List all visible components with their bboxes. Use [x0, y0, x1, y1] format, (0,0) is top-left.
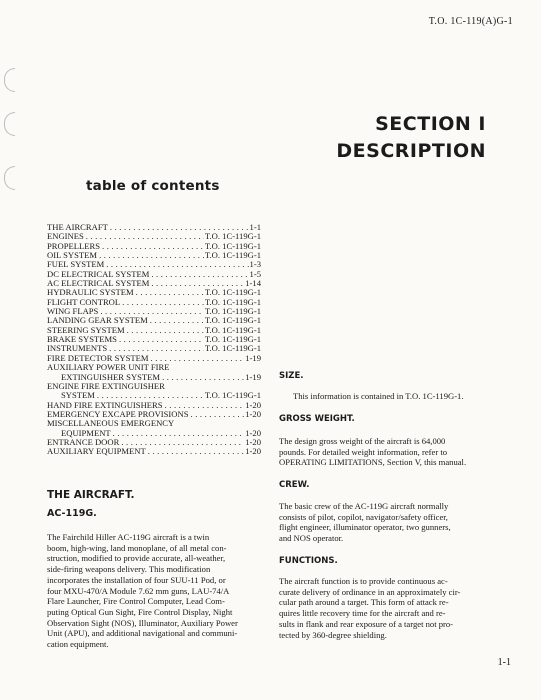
- toc-entry-page: T.O. 1C-119G-1: [204, 335, 261, 345]
- toc-entry-title: ENGINE FIRE EXTINGUISHER: [47, 381, 165, 391]
- toc-entry-title: HAND FIRE EXTINGUISHERS: [47, 400, 163, 410]
- toc-title: table of contents: [86, 178, 220, 194]
- toc-entry-page: T.O. 1C-119G-1: [204, 232, 261, 242]
- toc-entry[interactable]: [47, 288, 261, 297]
- toc-entry-title: INSTRUMENTS: [47, 344, 108, 354]
- toc-entry[interactable]: [47, 447, 261, 456]
- toc-entry-title: FIRE DETECTOR SYSTEM: [47, 353, 149, 363]
- text-line: pounds. For detailed weight information, refer to: [279, 446, 448, 457]
- toc-entry-title: EQUIPMENT: [61, 428, 111, 438]
- toc-entry-title: ENTRANCE DOOR: [47, 437, 120, 447]
- text-line: side-firing weapons delivery. This modification: [47, 564, 211, 575]
- toc-entry-page: T.O. 1C-119G-1: [204, 307, 261, 317]
- toc-entry-page: 1-19: [245, 372, 261, 382]
- toc-entry[interactable]: [47, 232, 261, 241]
- toc-entry-title: THE AIRCRAFT: [47, 223, 108, 232]
- toc-entry-page: T.O. 1C-119G-1: [204, 251, 261, 261]
- toc-entry[interactable]: [47, 307, 261, 316]
- toc-entry-title: AUXILIARY POWER UNIT FIRE: [47, 363, 170, 373]
- aircraft-paragraph: [47, 532, 269, 650]
- toc-entry[interactable]: [47, 251, 261, 260]
- table-of-contents: [47, 223, 261, 457]
- toc-entry-page: [260, 363, 261, 372]
- toc-entry[interactable]: [47, 316, 261, 325]
- text-line: and NOS operator.: [279, 533, 344, 544]
- text-line: Unit (APU), and additional navigational and communi-: [47, 628, 238, 639]
- text-line: puting Optical Gun Sight, Fire Control Display, Night: [47, 606, 233, 617]
- text-line: sults in flank and rear exposure of a target not pro-: [279, 618, 454, 629]
- text-line: consists of pilot, copilot, navigator/safety officer,: [279, 511, 448, 522]
- toc-entry-title: WING FLAPS: [47, 307, 99, 317]
- toc-entry[interactable]: [47, 429, 261, 438]
- toc-entry[interactable]: [47, 438, 261, 447]
- toc-entry[interactable]: [47, 363, 261, 372]
- text-line: four MXU-470/A Module 7.62 mm guns, LAU-74/A: [47, 585, 230, 596]
- size-heading: SIZE.: [279, 371, 304, 381]
- toc-entry-title: FUEL SYSTEM: [47, 260, 105, 270]
- size-paragraph: [293, 391, 523, 402]
- section-title: DESCRIPTION: [336, 140, 486, 162]
- gross-weight-paragraph: [279, 436, 509, 468]
- text-line: boom, high-wing, land monoplane, of all metal con-: [47, 542, 227, 553]
- toc-entry-page: T.O. 1C-119G-1: [204, 297, 261, 307]
- document-number: T.O. 1C-119(A)G-1: [428, 16, 513, 27]
- toc-entry-page: 1-3: [249, 260, 261, 270]
- toc-entry[interactable]: [47, 335, 261, 344]
- functions-heading: FUNCTIONS.: [279, 556, 338, 566]
- text-line: The basic crew of the AC-119G aircraft normally: [279, 501, 449, 511]
- text-line: quires little recovery time for the aircraft and re-: [279, 608, 446, 619]
- toc-entry[interactable]: [47, 279, 261, 288]
- text-line: tected by 360-degree shielding.: [279, 629, 387, 640]
- toc-entry-page: 1-5: [249, 269, 261, 279]
- text-line: Observation Sight (NOS), Illuminator, Auxiliary Power: [47, 617, 238, 628]
- toc-entry[interactable]: [47, 391, 261, 400]
- text-line: This information is contained in T.O. 1C-119G-1.: [293, 391, 464, 401]
- binder-hole-mark: [4, 166, 15, 190]
- binder-hole-mark: [4, 112, 15, 136]
- toc-entry[interactable]: [47, 298, 261, 307]
- toc-entry-title: EXTINGUISHER SYSTEM: [61, 372, 161, 382]
- toc-entry-title: AUXILIARY EQUIPMENT: [47, 447, 146, 457]
- text-line: incorporates the installation of four SUU-11 Pod, or: [47, 574, 226, 585]
- toc-entry-page: [260, 382, 261, 391]
- aircraft-heading: THE AIRCRAFT.: [47, 489, 135, 501]
- binder-hole-mark: [4, 68, 15, 92]
- text-line: The Fairchild Hiller AC-119G aircraft is a twin: [47, 532, 210, 542]
- toc-entry[interactable]: [47, 326, 261, 335]
- toc-entry-title: AC ELECTRICAL SYSTEM: [47, 279, 150, 289]
- toc-entry-page: 1-20: [245, 428, 261, 438]
- toc-entry-page: T.O. 1C-119G-1: [204, 344, 261, 354]
- toc-entry[interactable]: [47, 401, 261, 410]
- toc-entry[interactable]: [47, 242, 261, 251]
- page-number: 1-1: [497, 657, 511, 668]
- text-line: cular path around a target. This form of attack re-: [279, 597, 449, 608]
- toc-entry-page: 1-14: [245, 279, 261, 289]
- text-line: The design gross weight of the aircraft is 64,000: [279, 436, 446, 446]
- toc-entry[interactable]: [47, 223, 261, 232]
- gross-weight-heading: GROSS WEIGHT.: [279, 414, 355, 424]
- text-line: Flare Launcher, Fire Control Computer, Lead Com-: [47, 596, 225, 607]
- toc-entry-page: [260, 419, 261, 428]
- toc-entry-page: 1-1: [249, 223, 261, 232]
- toc-entry-title: MISCELLANEOUS EMERGENCY: [47, 419, 175, 429]
- crew-paragraph: [279, 501, 509, 544]
- toc-entry-title: OIL SYSTEM: [47, 251, 98, 261]
- toc-entry-title: SYSTEM: [61, 391, 95, 401]
- toc-entry[interactable]: [47, 410, 261, 419]
- toc-entry[interactable]: [47, 344, 261, 353]
- toc-entry-page: 1-20: [245, 400, 261, 410]
- toc-entry[interactable]: [47, 270, 261, 279]
- toc-entry[interactable]: [47, 354, 261, 363]
- text-line: cation equipment.: [47, 639, 109, 650]
- toc-entry-page: T.O. 1C-119G-1: [204, 325, 261, 335]
- toc-entry[interactable]: [47, 373, 261, 382]
- toc-entry[interactable]: [47, 419, 261, 428]
- toc-entry-page: 1-20: [245, 437, 261, 447]
- text-line: OPERATING LIMITATIONS, Section V, this manual.: [279, 457, 467, 468]
- toc-entry-title: BRAKE SYSTEMS: [47, 335, 117, 345]
- text-line: curate delivery of ordinance in an approximately cir-: [279, 586, 461, 597]
- toc-entry-page: T.O. 1C-119G-1: [204, 241, 261, 251]
- toc-entry-page: T.O. 1C-119G-1: [204, 391, 261, 401]
- toc-entry-title: PROPELLERS: [47, 241, 101, 251]
- functions-paragraph: [279, 576, 509, 640]
- text-line: The aircraft function is to provide continuous ac-: [279, 576, 448, 586]
- toc-entry-page: T.O. 1C-119G-1: [204, 288, 261, 298]
- toc-entry-page: T.O. 1C-119G-1: [204, 316, 261, 326]
- toc-entry-title: FLIGHT CONTROL: [47, 297, 121, 307]
- toc-entry-title: STEERING SYSTEM: [47, 325, 125, 335]
- ac119g-subheading: AC-119G.: [47, 508, 97, 519]
- toc-entry-title: ENGINES: [47, 232, 84, 242]
- toc-entry-page: 1-20: [245, 409, 261, 419]
- section-number: SECTION I: [375, 113, 486, 135]
- toc-entry-page: 1-20: [245, 447, 261, 457]
- text-line: flight engineer, illuminator operator, two gunners,: [279, 522, 451, 533]
- toc-entry[interactable]: [47, 382, 261, 391]
- toc-entry[interactable]: [47, 260, 261, 269]
- toc-entry-title: LANDING GEAR SYSTEM: [47, 316, 148, 326]
- toc-entry-page: 1-19: [245, 353, 261, 363]
- toc-entry-title: DC ELECTRICAL SYSTEM: [47, 269, 150, 279]
- crew-heading: CREW.: [279, 480, 310, 490]
- toc-entry-title: HYDRAULIC SYSTEM: [47, 288, 134, 298]
- text-line: struction, modified to provide accurate, all-weather,: [47, 553, 226, 564]
- toc-entry-title: EMERGENCY EXCAPE PROVISIONS: [47, 409, 189, 419]
